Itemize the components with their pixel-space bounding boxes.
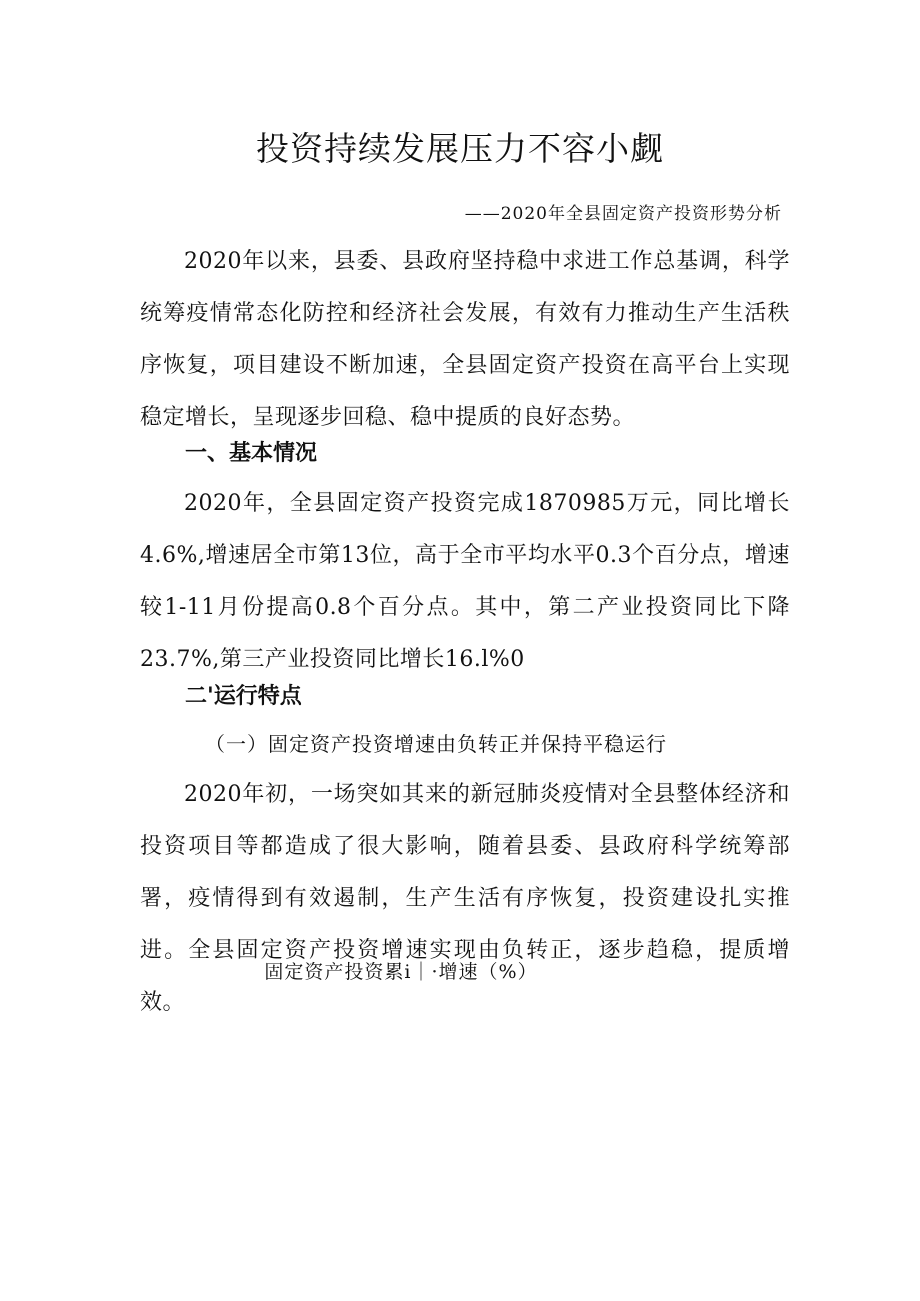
section1-heading: 一、基本情况 xyxy=(185,441,318,466)
document-title: 投资持续发展压力不容小觑 xyxy=(256,129,664,168)
intro-paragraph: 2020年以来，县委、县政府坚持稳中求进工作总基调，科学统筹疫情常态化防控和经济社会发展，有效有力推动生产生活秩序恢复，项目建设不断加速，全县固定资产投资在高平台上实现稳定增长，呈现逐步回稳、稳中提质的良好态势。 xyxy=(140,249,790,430)
section2-paragraph: 2020年初，一场突如其来的新冠肺炎疫情对全县整体经济和投资项目等都造成了很大影响，随着县委、县政府科学统筹部署，疫情得到有效遏制，生产生活有序恢复，投资建设扎实推进。全县固定资产投资增速实现由负转正，逐步趋稳，提质增效。 xyxy=(140,782,790,1015)
section1-paragraph: 2020年，全县固定资产投资完成1870985万元，同比增长4.6%,增速居全市第13位，高于全市平均水平0.3个百分点，增速较1-11月份提高0.8个百分点。其中，第二产业投资同比下降23.7%,第三产业投资同比增长16.l%0 xyxy=(140,491,790,672)
section2-heading: 二'运行特点 xyxy=(185,684,302,709)
chart-caption: 固定资产投资累i｜·增速（%） xyxy=(264,961,538,983)
section2-subheading: （一）固定资产投资增速由负转正并保持平稳运行 xyxy=(205,732,667,756)
document-subtitle: ——2020年全县固定资产投资形势分析 xyxy=(464,204,782,224)
